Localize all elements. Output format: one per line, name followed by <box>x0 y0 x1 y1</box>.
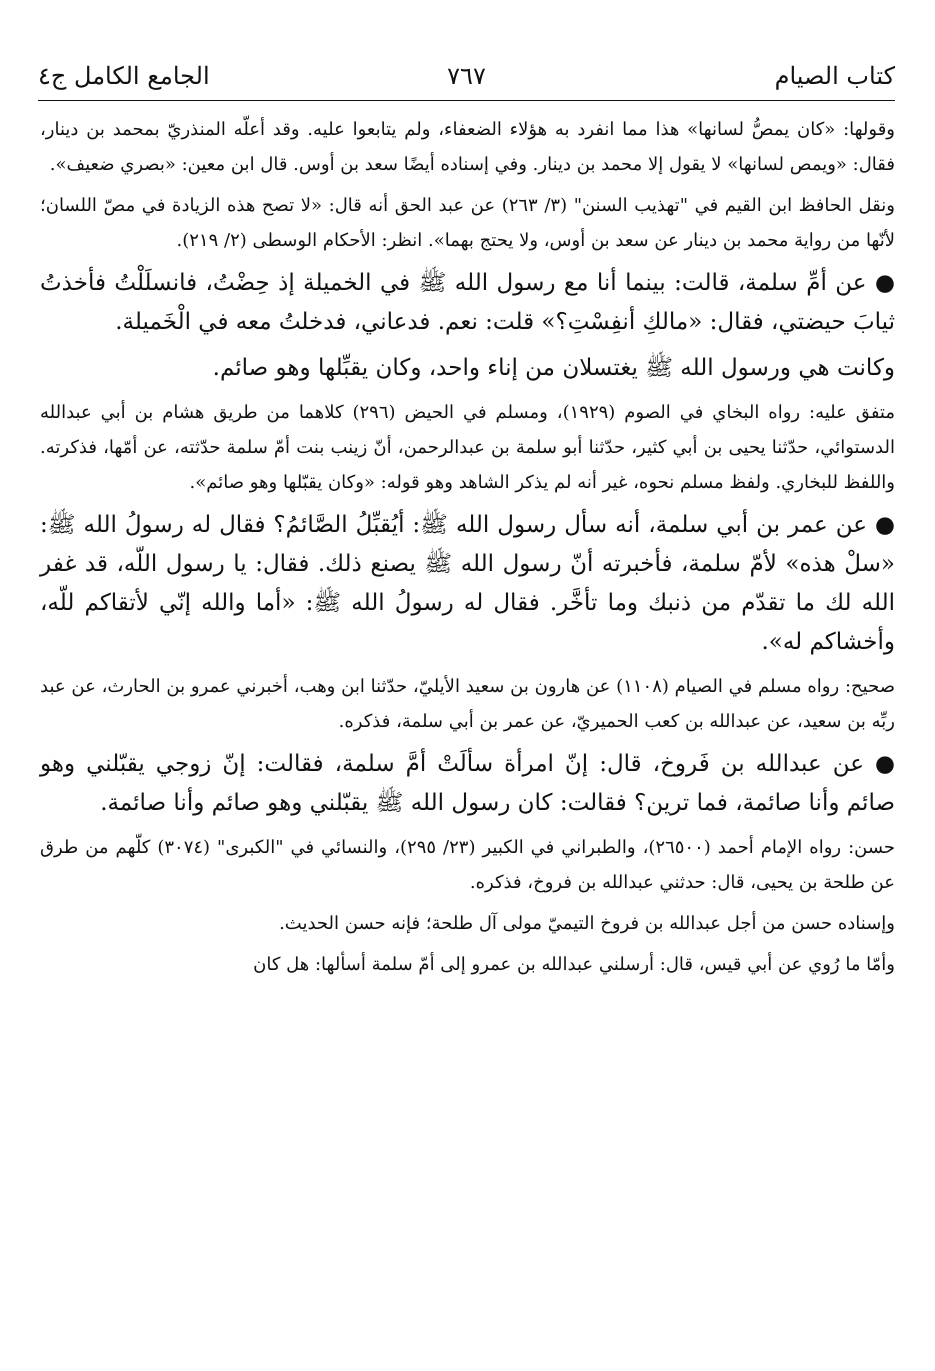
commentary-paragraph: وقولها: «كان يمصُّ لسانها» هذا مما انفرد به هؤلاء الضعفاء، ولم يتابعوا عليه. وقد أعلّه المنذريّ بمحمد بن دينار، فقال: «ويمص لسانها» لا يقول إلا محمد بن دينار. وفي إسناده أيضًا سعد بن أوس. قال ابن معين: «بصري ضعيف». <box>40 119 895 175</box>
commentary-paragraph: وأمّا ما رُوي عن أبي قيس، قال: أرسلني عبدالله بن عمرو إلى أمّ سلمة أسألها: هل كان <box>253 954 895 975</box>
page-body <box>40 112 895 988</box>
page-number: ٧٦٧ <box>447 62 486 90</box>
takhrij-paragraph: متفق عليه: رواه البخاي في الصوم (١٩٢٩)، ومسلم في الحيض (٢٩٦) كلاهما من طريق هشام بن أبي عبدالله الدستوائي، حدّثنا يحيى بن أبي كثير، حدّثنا أبو سلمة بن عبدالرحمن، أنّ زينب بنت أمّ سلمة حدّثته، عن أمّها، فذكرته. واللفظ للبخاري. ولفظ مسلم نحوه، غير أنه لم يذكر الشاهد وهو قوله: «وكان يقبّلها وهو صائم». <box>40 402 895 493</box>
hadith-text: ● عن عبدالله بن فَروخ، قال: إنّ امرأة سألَتْ أمَّ سلمة، فقالت: إنّ زوجي يقبّلني وهو صائم وأنا صائمة، فما ترين؟ فقالت: كان رسول الله ﷺ يقبّلني وهو صائم وأنا صائمة. <box>40 751 895 816</box>
takhrij-paragraph: صحيح: رواه مسلم في الصيام (١١٠٨) عن هارون بن سعيد الأيليّ، حدّثنا ابن وهب، أخبرني عمرو بن الحارث، عن عبد ربِّه بن سعيد، عن عبدالله بن كعب الحميريّ، عن عمر بن أبي سلمة، فذكره. <box>40 676 895 732</box>
hadith-text: ● عن عمر بن أبي سلمة، أنه سأل رسول الله ﷺ: أيُقبِّلُ الصَّائمُ؟ فقال له رسولُ الله ﷺ: «سلْ هذه» لأمّ سلمة، فأخبرته أنّ رسول الله ﷺ يصنع ذلك. فقال: يا رسول اللّه، قد غفر الله لك ما تقدّم من ذنبك وما تأخَّر. فقال له رسولُ الله ﷺ: «أما والله إنّي لأتقاكم للّه، وأخشاكم له». <box>40 512 895 655</box>
header-rule <box>38 100 895 101</box>
hadith-text: وكانت هي ورسول الله ﷺ يغتسلان من إناء واحد، وكان يقبِّلها وهو صائم. <box>212 355 895 381</box>
takhrij-paragraph: حسن: رواه الإمام أحمد (٢٦٥٠٠)، والطبراني في الكبير (٢٣/ ٢٩٥)، والنسائي في "الكبرى" (٣٠٧٤) كلّهم من طرق عن طلحة بن يحيى، قال: حدثني عبدالله بن فروخ، فذكره. <box>40 837 896 893</box>
commentary-paragraph: وإسناده حسن من أجل عبدالله بن فروخ التيميّ مولى آل طلحة؛ فإنه حسن الحديث. <box>279 913 895 934</box>
hadith-text: ● عن أمِّ سلمة، قالت: بينما أنا مع رسول الله ﷺ في الخميلة إذ حِضْتُ، فانسلَلْتُ فأخذتُ ثيابَ حيضتي، فقال: «مالكِ أنفِسْتِ؟» قلت: نعم. فدعاني، فدخلتُ معه في الْخَميلة. <box>40 270 895 335</box>
book-title: كتاب الصيام <box>774 62 895 90</box>
commentary-paragraph: ونقل الحافظ ابن القيم في "تهذيب السنن" (٣/ ٢٦٣) عن عبد الحق أنه قال: «لا تصح هذه الزيادة في مصّ اللسان؛ لأنّها من رواية محمد بن دينار عن سعد بن أوس، ولا يحتج بهما». انظر: الأحكام الوسطى (٢/ ٢١٩). <box>40 195 895 251</box>
collection-title: الجامع الكامل ج٤ <box>38 62 210 90</box>
page-header <box>38 58 895 94</box>
